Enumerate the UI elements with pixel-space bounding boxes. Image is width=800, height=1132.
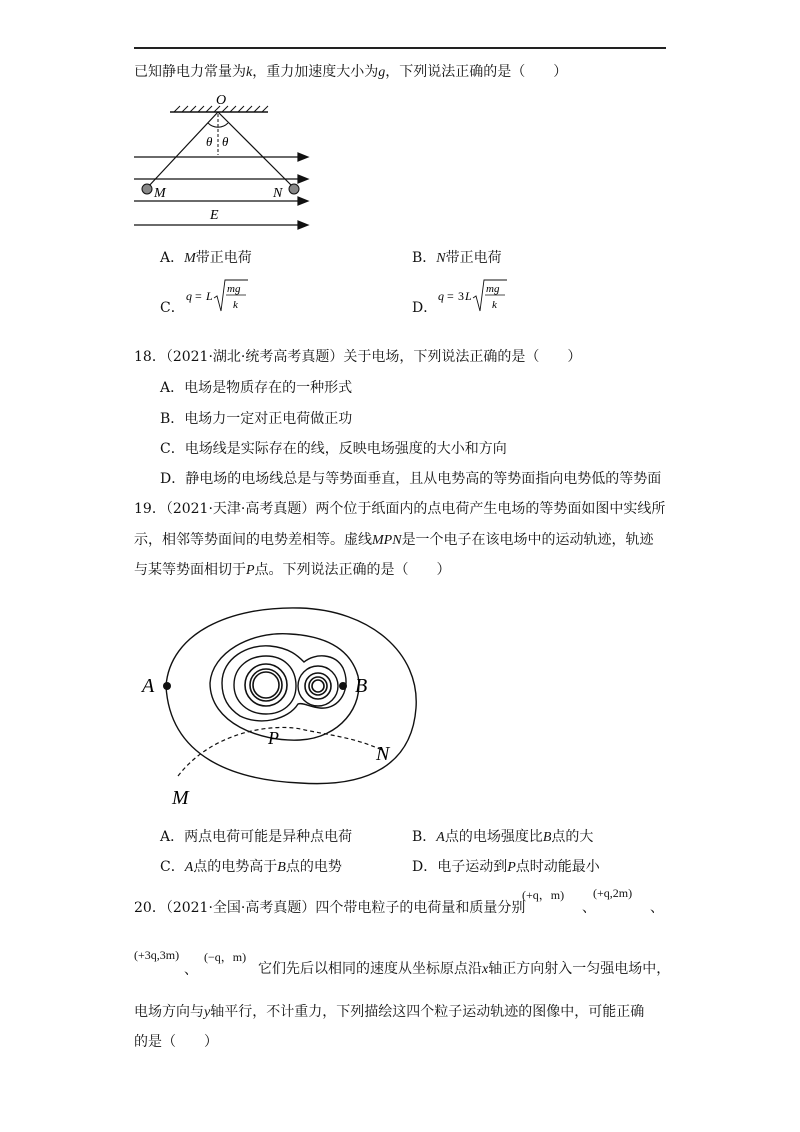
q18-option-d[interactable]: D．静电场的电场线总是与等势面垂直，且从电势高的等势面指向电势低的等势面 — [160, 471, 662, 487]
svg-text:=: = — [195, 289, 202, 303]
q19-stem-line3: 与某等势面相切于P点。下列说法正确的是（ ） — [134, 562, 451, 578]
svg-text:mg: mg — [486, 283, 500, 295]
q17-option-d[interactable]: D． — [412, 300, 438, 316]
q18-option-a[interactable]: A．电场是物质存在的一种形式 — [160, 380, 353, 396]
q20-sep-1: 、 — [582, 900, 596, 916]
label-P: P — [268, 728, 279, 748]
q19-option-c[interactable]: C．A点的电势高于B点的电势 — [160, 859, 342, 875]
label-M: M — [172, 787, 189, 809]
ball-M — [142, 184, 152, 194]
q20-pair-2: (+q,2m) — [593, 886, 633, 900]
q18-option-c[interactable]: C．电场线是实际存在的线，反映电场强度的大小和方向 — [160, 441, 507, 457]
q19-stem-line2: 示，相邻等势面间的电势差相等。虚线MPN是一个电子在该电场中的运动轨迹，轨迹 — [134, 532, 654, 548]
q19-stem-line1: 19．（2021·天津·高考真题）两个位于纸面内的点电荷产生电场的等势面如图中实线所 — [134, 501, 666, 517]
q17-figure — [130, 90, 320, 235]
q19-option-a[interactable]: A．两点电荷可能是异种点电荷 — [160, 829, 353, 845]
q20-stem-line3: 电场方向与y轴平行，不计重力，下列描绘这四个粒子运动轨迹的图像中，可能正确 — [134, 1004, 645, 1020]
point-A — [163, 682, 171, 690]
q20-sep-2: 、 — [650, 900, 664, 916]
q20-stem-line4: 的是（ ） — [134, 1034, 218, 1050]
svg-text:k: k — [492, 299, 497, 311]
label-A: A — [142, 675, 155, 697]
svg-text:mg: mg — [227, 283, 241, 295]
svg-text:q: q — [186, 289, 192, 303]
q19-option-b[interactable]: B．A点的电场强度比B点的大 — [412, 829, 594, 845]
svg-text:q: q — [438, 289, 444, 303]
label-N: N — [273, 186, 283, 201]
svg-text:L: L — [206, 289, 213, 303]
q20-pair-4: (−q，m) — [204, 950, 247, 964]
q17-option-a[interactable]: A．M带正电荷 — [160, 250, 252, 266]
q20-pair-3: (+3q,3m) — [134, 948, 180, 962]
q17-option-b[interactable]: B．N带正电荷 — [412, 250, 502, 266]
label-M: M — [154, 186, 166, 201]
svg-text:k: k — [233, 299, 238, 311]
top-rule — [134, 47, 666, 49]
label-N: N — [376, 743, 390, 765]
q20-stem-line1: 20．（2021·全国·高考真题）四个带电粒子的电荷量和质量分别 — [134, 900, 526, 916]
q18-option-b[interactable]: B．电场力一定对正电荷做正功 — [160, 411, 353, 427]
point-B — [339, 682, 347, 690]
label-E: E — [210, 208, 219, 223]
svg-text:=: = — [447, 289, 454, 303]
q20-sep-3: 、 — [184, 962, 198, 978]
label-O: O — [216, 93, 227, 108]
svg-text:3: 3 — [458, 289, 464, 303]
svg-text:L: L — [465, 289, 472, 303]
q18-stem: 18．（2021·湖北·统考高考真题）关于电场，下列说法正确的是（ ） — [134, 349, 582, 365]
q17-option-c[interactable]: C． — [160, 300, 185, 316]
q20-pair-1: (+q，m) — [522, 888, 565, 902]
label-theta-left: θ — [206, 134, 213, 149]
label-B: B — [355, 675, 368, 697]
q17-stem: 已知静电力常量为k，重力加速度大小为g，下列说法正确的是（ ） — [134, 64, 568, 80]
q17-option-d-formula — [438, 276, 518, 316]
q19-option-d[interactable]: D．电子运动到P点时动能最小 — [412, 859, 600, 875]
q20-stem-line2: 它们先后以相同的速度从坐标原点沿x轴正方向射入一匀强电场中， — [258, 961, 671, 977]
q17-option-c-formula — [186, 276, 256, 316]
label-theta-right: θ — [222, 134, 229, 149]
q19-figure — [140, 598, 430, 818]
ball-N — [289, 184, 299, 194]
